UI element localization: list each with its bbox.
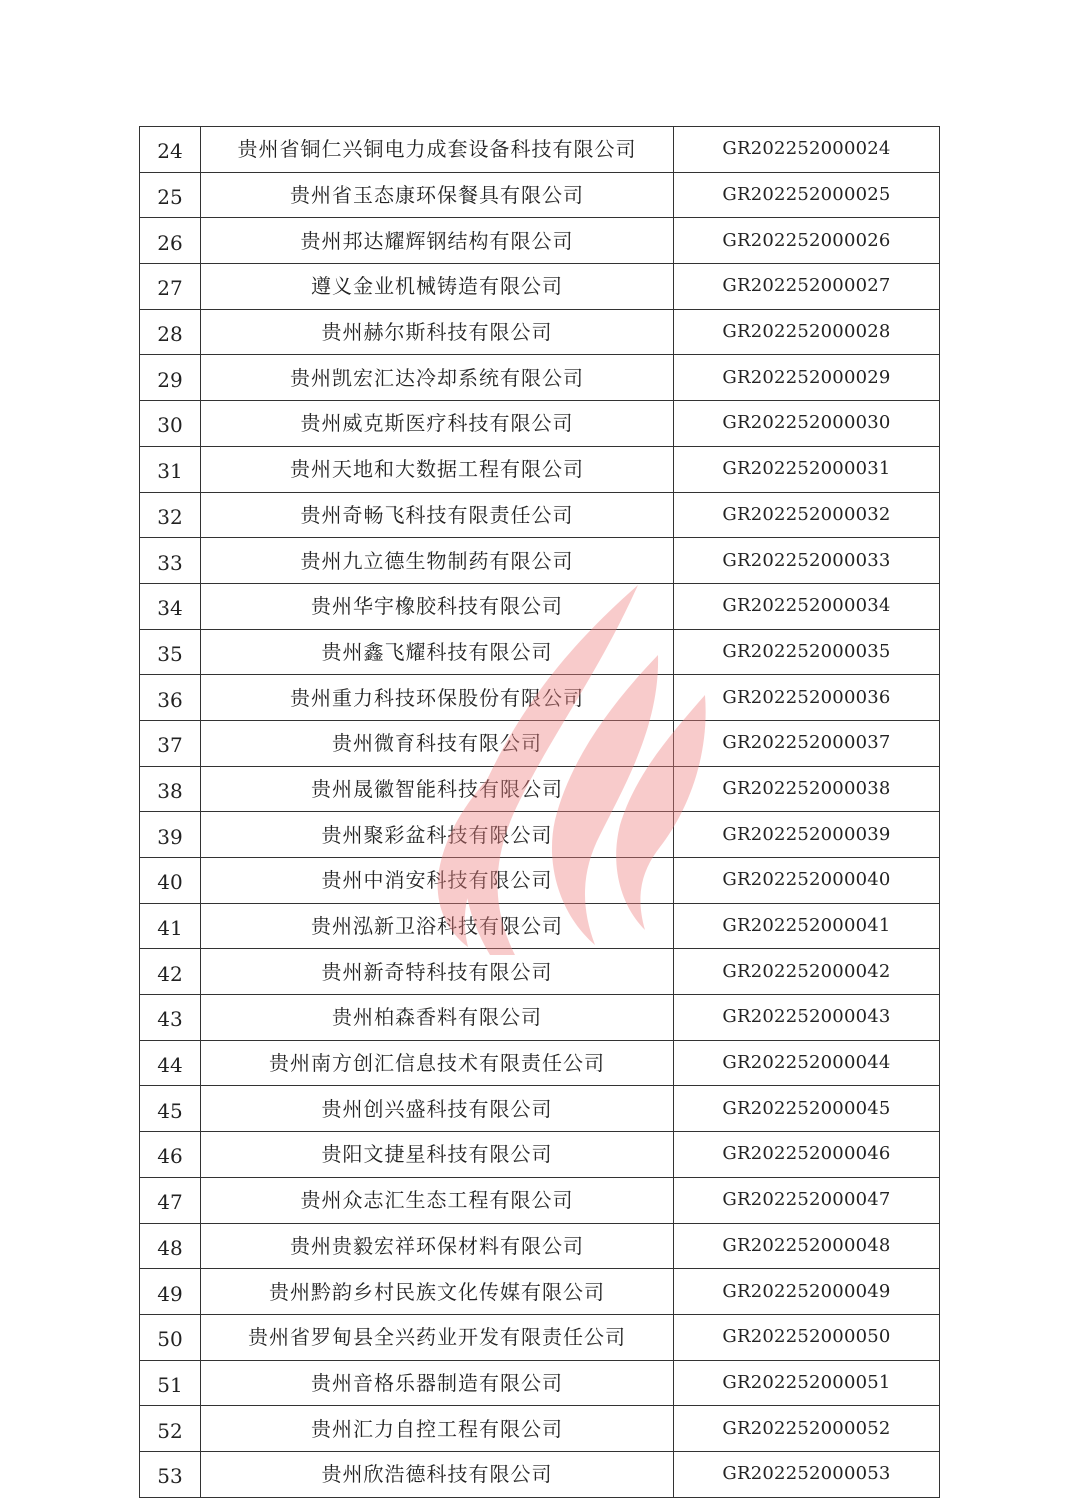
certificate-code: GR202252000025 [674, 172, 940, 218]
company-name: 贵州欣浩德科技有限公司 [201, 1451, 674, 1497]
company-name: 贵州聚彩盆科技有限公司 [201, 812, 674, 858]
row-number: 49 [140, 1269, 201, 1315]
company-name: 贵州汇力自控工程有限公司 [201, 1406, 674, 1452]
company-name: 贵阳文捷星科技有限公司 [201, 1132, 674, 1178]
company-name: 贵州泓新卫浴科技有限公司 [201, 903, 674, 949]
company-name: 贵州微育科技有限公司 [201, 720, 674, 766]
company-name: 贵州省罗甸县全兴药业开发有限责任公司 [201, 1314, 674, 1360]
certificate-code: GR202252000042 [674, 949, 940, 995]
row-number: 53 [140, 1451, 201, 1497]
table-row [140, 1223, 940, 1269]
row-number: 50 [140, 1314, 201, 1360]
row-number: 42 [140, 949, 201, 995]
certificate-code: GR202252000048 [674, 1223, 940, 1269]
row-number: 48 [140, 1223, 201, 1269]
company-name: 贵州天地和大数据工程有限公司 [201, 446, 674, 492]
row-number: 39 [140, 812, 201, 858]
row-number: 29 [140, 355, 201, 401]
row-number: 30 [140, 401, 201, 447]
table-row [140, 538, 940, 584]
certificate-code: GR202252000046 [674, 1132, 940, 1178]
row-number: 43 [140, 995, 201, 1041]
certificate-code: GR202252000049 [674, 1269, 940, 1315]
certificate-code: GR202252000045 [674, 1086, 940, 1132]
table-row [140, 1132, 940, 1178]
certificate-code: GR202252000030 [674, 401, 940, 447]
row-number: 28 [140, 309, 201, 355]
company-name: 贵州南方创汇信息技术有限责任公司 [201, 1040, 674, 1086]
row-number: 46 [140, 1132, 201, 1178]
certificate-code: GR202252000050 [674, 1314, 940, 1360]
table-row [140, 1177, 940, 1223]
company-name: 贵州华宇橡胶科技有限公司 [201, 583, 674, 629]
company-name: 贵州中消安科技有限公司 [201, 858, 674, 904]
table-row [140, 218, 940, 264]
company-name: 贵州鑫飞耀科技有限公司 [201, 629, 674, 675]
company-name: 遵义金业机械铸造有限公司 [201, 264, 674, 310]
company-name: 贵州奇畅飞科技有限责任公司 [201, 492, 674, 538]
certificate-code: GR202252000027 [674, 264, 940, 310]
company-name: 贵州众志汇生态工程有限公司 [201, 1177, 674, 1223]
certificate-code: GR202252000029 [674, 355, 940, 401]
company-name: 贵州音格乐器制造有限公司 [201, 1360, 674, 1406]
table-row [140, 903, 940, 949]
certificate-code: GR202252000052 [674, 1406, 940, 1452]
certificate-code: GR202252000036 [674, 675, 940, 721]
company-name: 贵州晟徽智能科技有限公司 [201, 766, 674, 812]
row-number: 33 [140, 538, 201, 584]
company-name: 贵州邦达耀辉钢结构有限公司 [201, 218, 674, 264]
row-number: 27 [140, 264, 201, 310]
certificate-code: GR202252000031 [674, 446, 940, 492]
table-row [140, 1451, 940, 1497]
row-number: 40 [140, 858, 201, 904]
certificate-code: GR202252000041 [674, 903, 940, 949]
row-number: 26 [140, 218, 201, 264]
company-name: 贵州省铜仁兴铜电力成套设备科技有限公司 [201, 127, 674, 173]
company-name: 贵州柏森香料有限公司 [201, 995, 674, 1041]
certificate-code: GR202252000044 [674, 1040, 940, 1086]
certificate-code: GR202252000034 [674, 583, 940, 629]
row-number: 44 [140, 1040, 201, 1086]
certificate-code: GR202252000040 [674, 858, 940, 904]
company-name: 贵州省玉态康环保餐具有限公司 [201, 172, 674, 218]
company-name: 贵州威克斯医疗科技有限公司 [201, 401, 674, 447]
table-row [140, 127, 940, 173]
company-name: 贵州新奇特科技有限公司 [201, 949, 674, 995]
row-number: 47 [140, 1177, 201, 1223]
row-number: 32 [140, 492, 201, 538]
table-row [140, 309, 940, 355]
table-row [140, 766, 940, 812]
row-number: 37 [140, 720, 201, 766]
certificate-code: GR202252000053 [674, 1451, 940, 1497]
table-row [140, 1269, 940, 1315]
table-row [140, 583, 940, 629]
table-row [140, 812, 940, 858]
certificate-code: GR202252000026 [674, 218, 940, 264]
company-name: 贵州赫尔斯科技有限公司 [201, 309, 674, 355]
certificate-code: GR202252000039 [674, 812, 940, 858]
table-row [140, 1314, 940, 1360]
company-name: 贵州黔韵乡村民族文化传媒有限公司 [201, 1269, 674, 1315]
row-number: 35 [140, 629, 201, 675]
certificate-code: GR202252000038 [674, 766, 940, 812]
row-number: 34 [140, 583, 201, 629]
certificate-code: GR202252000047 [674, 1177, 940, 1223]
company-name: 贵州创兴盛科技有限公司 [201, 1086, 674, 1132]
table-row [140, 629, 940, 675]
row-number: 51 [140, 1360, 201, 1406]
row-number: 25 [140, 172, 201, 218]
certificate-code: GR202252000028 [674, 309, 940, 355]
certificate-code: GR202252000051 [674, 1360, 940, 1406]
row-number: 41 [140, 903, 201, 949]
table-row [140, 355, 940, 401]
row-number: 36 [140, 675, 201, 721]
row-number: 31 [140, 446, 201, 492]
company-name: 贵州重力科技环保股份有限公司 [201, 675, 674, 721]
table-row [140, 1360, 940, 1406]
row-number: 24 [140, 127, 201, 173]
table-row [140, 492, 940, 538]
certificate-code: GR202252000033 [674, 538, 940, 584]
table-row [140, 264, 940, 310]
table-row [140, 720, 940, 766]
table-row [140, 446, 940, 492]
table-row [140, 995, 940, 1041]
certificate-code: GR202252000035 [674, 629, 940, 675]
table-row [140, 949, 940, 995]
certificate-code: GR202252000043 [674, 995, 940, 1041]
certificate-code: GR202252000037 [674, 720, 940, 766]
table-row [140, 172, 940, 218]
enterprise-list-table [139, 126, 940, 1498]
table-row [140, 858, 940, 904]
row-number: 38 [140, 766, 201, 812]
certificate-code: GR202252000032 [674, 492, 940, 538]
table-row [140, 1086, 940, 1132]
table-body [140, 127, 940, 1498]
row-number: 45 [140, 1086, 201, 1132]
row-number: 52 [140, 1406, 201, 1452]
company-name: 贵州九立德生物制药有限公司 [201, 538, 674, 584]
company-name: 贵州凯宏汇达冷却系统有限公司 [201, 355, 674, 401]
table-row [140, 1040, 940, 1086]
table-row [140, 675, 940, 721]
table-row [140, 401, 940, 447]
company-name: 贵州贵毅宏祥环保材料有限公司 [201, 1223, 674, 1269]
certificate-code: GR202252000024 [674, 127, 940, 173]
